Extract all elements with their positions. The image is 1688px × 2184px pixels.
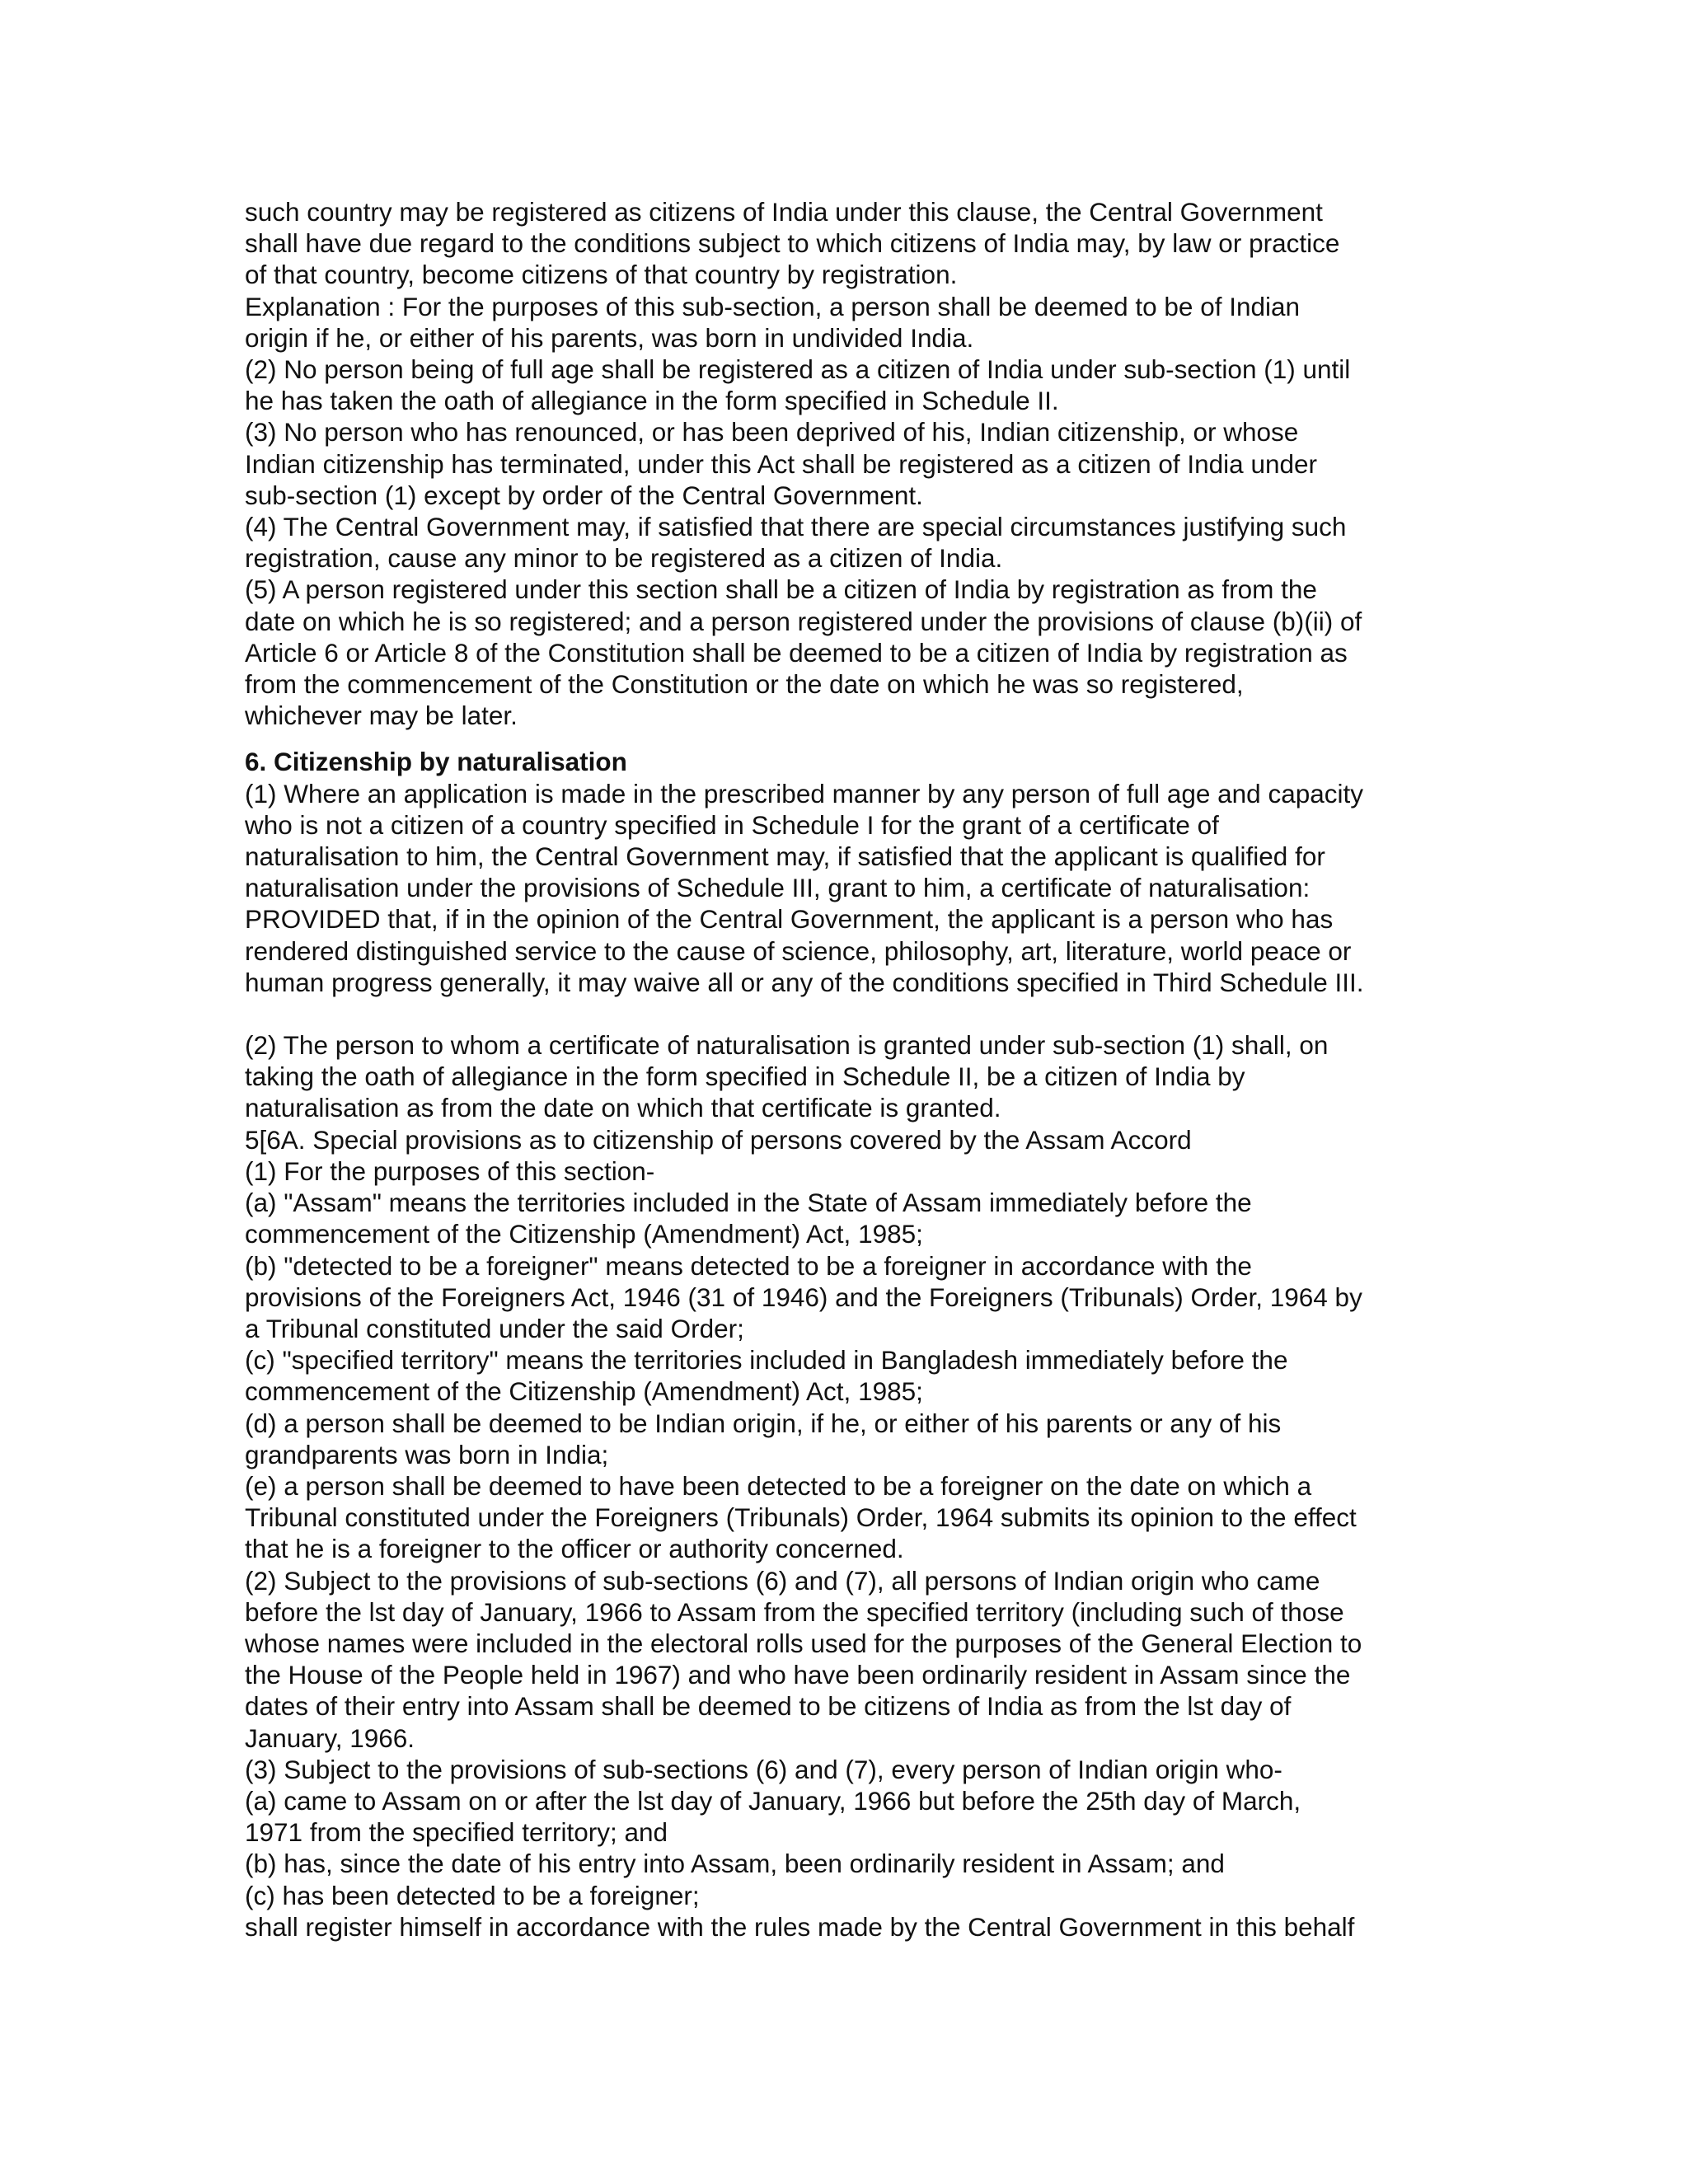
spacer [245, 998, 1456, 1029]
text-line: commencement of the Citizenship (Amendment) Act, 1985; [245, 1219, 923, 1249]
text-line: (3) Subject to the provisions of sub-sections (6) and (7), every person of Indian origin who- [245, 1754, 1282, 1784]
text-line: Tribunal constituted under the Foreigners (Tribunals) Order, 1964 submits its opinion to the effect [245, 1502, 1357, 1533]
text-line: whose names were included in the electoral rolls used for the purposes of the General Election to [245, 1628, 1362, 1658]
text-line: registration, cause any minor to be registered as a citizen of India. [245, 543, 1003, 574]
text-line: (1) Where an application is made in the prescribed manner by any person of full age and capacity [245, 778, 1364, 808]
text-line: a Tribunal constituted under the said Order; [245, 1313, 744, 1343]
text-line: such country may be registered as citizens of India under this clause, the Central Government [245, 197, 1323, 227]
text-line: before the lst day of January, 1966 to Assam from the specified territory (including such of those [245, 1596, 1344, 1627]
paragraph-block-1 [245, 196, 1456, 731]
text-line: he has taken the oath of allegiance in the form specified in Schedule II. [245, 386, 1059, 416]
text-line: from the commencement of the Constitution or the date on which he was so registered, [245, 669, 1244, 700]
text-line: human progress generally, it may waive all or any of the conditions specified in Third Schedule III. [245, 967, 1364, 997]
text-line: commencement of the Citizenship (Amendment) Act, 1985; [245, 1376, 923, 1407]
text-line: (c) "specified territory" means the territories included in Bangladesh immediately before the [245, 1345, 1288, 1376]
text-line: Indian citizenship has terminated, under this Act shall be registered as a citizen of India under [245, 448, 1318, 479]
text-line: January, 1966. [245, 1722, 415, 1753]
text-line: of that country, become citizens of that country by registration. [245, 260, 958, 290]
text-line: shall register himself in accordance with the rules made by the Central Government in this behalf [245, 1911, 1355, 1942]
text-line: Article 6 or Article 8 of the Constitution shall be deemed to be a citizen of India by registration as [245, 637, 1348, 668]
text-line: (c) has been detected to be a foreigner; [245, 1880, 700, 1910]
text-line: sub-section (1) except by order of the Central Government. [245, 480, 923, 510]
paragraph-block-2 [245, 778, 1456, 998]
text-line: (a) "Assam" means the territories included in the State of Assam immediately before the [245, 1188, 1252, 1218]
text-line: 1971 from the specified territory; and [245, 1817, 668, 1848]
text-line: taking the oath of allegiance in the form specified in Schedule II, be a citizen of India by [245, 1062, 1245, 1092]
text-line: (b) "detected to be a foreigner" means detected to be a foreigner in accordance with the [245, 1250, 1252, 1281]
text-line: (d) a person shall be deemed to be Indian origin, if he, or either of his parents or any of his [245, 1408, 1282, 1438]
text-line: (2) No person being of full age shall be registered as a citizen of India under sub-section (1) until [245, 354, 1351, 385]
spacer [245, 731, 1456, 746]
text-line: shall have due regard to the conditions subject to which citizens of India may, by law or practice [245, 228, 1340, 259]
text-line: date on which he is so registered; and a person registered under the provisions of clause (b)(ii) of [245, 606, 1362, 636]
text-line: grandparents was born in India; [245, 1439, 609, 1469]
text-line: (e) a person shall be deemed to have been detected to be a foreigner on the date on which a [245, 1470, 1312, 1501]
text-line: naturalisation as from the date on which that certificate is granted. [245, 1093, 1001, 1123]
text-line: (3) No person who has renounced, or has been deprived of his, Indian citizenship, or whose [245, 417, 1299, 448]
text-line: (a) came to Assam on or after the lst day of January, 1966 but before the 25th day of March, [245, 1785, 1301, 1816]
text-line: whichever may be later. [245, 701, 518, 731]
text-line: naturalisation to him, the Central Government may, if satisfied that the applicant is qualified for [245, 841, 1325, 872]
section-heading: 6. Citizenship by naturalisation [245, 747, 627, 777]
text-line: (1) For the purposes of this section- [245, 1155, 655, 1186]
paragraph-block-3 [245, 1029, 1456, 1943]
text-line: (5) A person registered under this section shall be a citizen of India by registration as from the [245, 574, 1317, 605]
text-line: Explanation : For the purposes of this sub-section, a person shall be deemed to be of Indian [245, 291, 1301, 321]
text-line: provisions of the Foreigners Act, 1946 (31 of 1946) and the Foreigners (Tribunals) Order, 1964 by [245, 1282, 1362, 1312]
text-line: origin if he, or either of his parents, was born in undivided India. [245, 322, 974, 353]
text-line: who is not a citizen of a country specified in Schedule I for the grant of a certificate of [245, 809, 1219, 840]
text-line: that he is a foreigner to the officer or authority concerned. [245, 1534, 904, 1564]
text-line: (b) has, since the date of his entry into Assam, been ordinarily resident in Assam; and [245, 1849, 1225, 1879]
text-line: naturalisation under the provisions of Schedule III, grant to him, a certificate of naturalisation: [245, 873, 1311, 903]
text-line: 5[6A. Special provisions as to citizenship of persons covered by the Assam Accord [245, 1124, 1192, 1155]
text-line: dates of their entry into Assam shall be deemed to be citizens of India as from the lst day of [245, 1691, 1292, 1722]
text-line: (2) The person to whom a certificate of naturalisation is granted under sub-section (1) shall, on [245, 1030, 1329, 1061]
text-line: rendered distinguished service to the cause of science, philosophy, art, literature, world peace or [245, 935, 1352, 966]
document-body [245, 196, 1456, 1943]
text-line: (4) The Central Government may, if satisfied that there are special circumstances justifying such [245, 512, 1347, 542]
text-line: PROVIDED that, if in the opinion of the Central Government, the applicant is a person who has [245, 904, 1334, 935]
text-line: (2) Subject to the provisions of sub-sections (6) and (7), all persons of Indian origin who came [245, 1565, 1320, 1596]
text-line: the House of the People held in 1967) and who have been ordinarily resident in Assam since the [245, 1660, 1351, 1690]
